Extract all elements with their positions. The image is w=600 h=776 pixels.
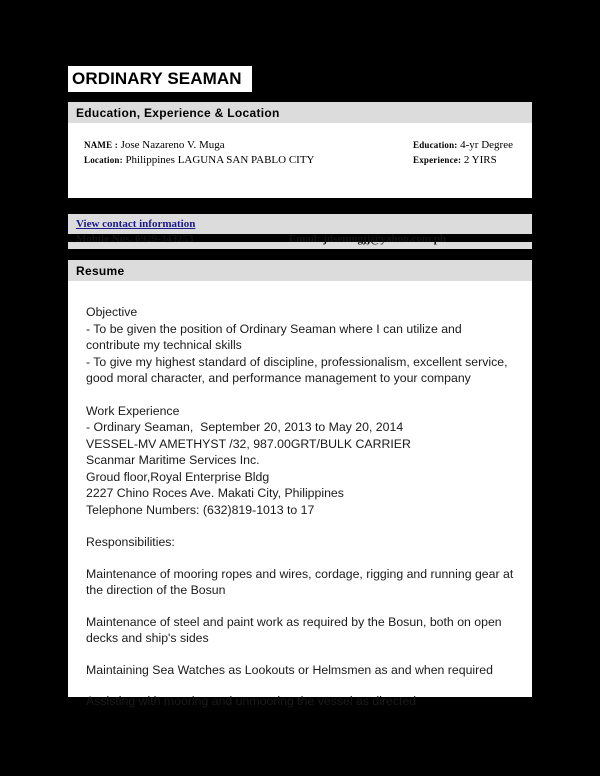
spacer <box>86 678 514 693</box>
objective-heading: Objective <box>86 305 138 319</box>
experience-value: 2 YIRS <box>463 154 497 166</box>
page-title <box>68 66 252 92</box>
resume-section-title: Resume <box>76 263 125 278</box>
responsibility-item: Maintaining Sea Watches as Lookouts or Helmsmen as and when required <box>86 662 493 677</box>
spacer <box>86 518 514 534</box>
location-label: Location: <box>84 155 123 165</box>
work-experience-line: Telephone Numbers: (632)819-1013 to 17 <box>86 502 315 517</box>
experience-row <box>413 153 513 168</box>
resume-body <box>68 282 532 708</box>
education-experience-location-section <box>68 102 532 198</box>
spacer <box>86 599 514 614</box>
qualifications-column <box>413 138 513 168</box>
contact-details-occlusion-band <box>68 249 532 260</box>
objective-item: - To be given the position of Ordinary Seaman where I can utilize and contribute my technical skills <box>86 321 466 352</box>
education-section-title: Education, Experience & Location <box>76 105 280 120</box>
responsibilities-heading: Responsibilities: <box>86 535 175 549</box>
contact-bar <box>68 214 532 234</box>
mobile-number-obscured: Mobile Nos. 0929-343253 <box>76 233 194 245</box>
email-obscured: Email: jdsemugjj@yahoo.com.ph <box>288 233 446 245</box>
education-value: 4-yr Degree <box>460 139 513 151</box>
location-row <box>84 153 315 168</box>
work-experience-line: VESSEL-MV AMETHYST /32, 987.00GRT/BULK CARRIER <box>86 436 411 451</box>
education-row <box>413 138 513 153</box>
name-label: NAME : <box>84 140 118 150</box>
work-experience-line: Scanmar Maritime Services Inc. <box>86 453 260 467</box>
name-row <box>84 138 315 153</box>
responsibility-item: Maintenance of steel and paint work as required by the Bosun, both on open decks and ship's sides <box>86 614 506 645</box>
view-contact-information-link[interactable]: View contact information <box>76 218 196 230</box>
responsibility-item: Assisting with mooring and unmooring the vessel as directed <box>86 694 417 708</box>
applicant-identity-column <box>84 138 315 168</box>
spacer <box>86 551 514 566</box>
work-experience-heading: Work Experience <box>86 403 180 418</box>
spacer <box>86 647 514 662</box>
work-experience-line: 2227 Chino Roces Ave. Makati City, Philippines <box>86 486 344 500</box>
education-section-body <box>68 124 532 198</box>
work-experience-line: Groud floor,Royal Enterprise Bldg <box>86 469 270 484</box>
work-experience-line: - Ordinary Seaman, September 20, 2013 to May 20, 2014 <box>86 420 404 434</box>
experience-label: Experience: <box>413 155 462 165</box>
education-section-header <box>68 102 532 124</box>
spacer <box>86 387 514 403</box>
contact-section <box>68 214 532 234</box>
resume-section <box>68 260 532 708</box>
resume-section-header <box>68 260 532 282</box>
responsibility-item: Maintenance of mooring ropes and wires, cordage, rigging and running gear at the direction of the Bosun <box>86 566 517 597</box>
education-label: Education: <box>413 140 458 150</box>
name-value: Jose Nazareno V. Muga <box>120 139 225 151</box>
page-title-text: ORDINARY SEAMAN <box>72 69 242 88</box>
objective-item: - To give my highest standard of discipline, professionalism, excellent service, good moral character, and performance management to your company <box>86 354 511 385</box>
location-value: Philippines LAGUNA SAN PABLO CITY <box>125 154 315 166</box>
